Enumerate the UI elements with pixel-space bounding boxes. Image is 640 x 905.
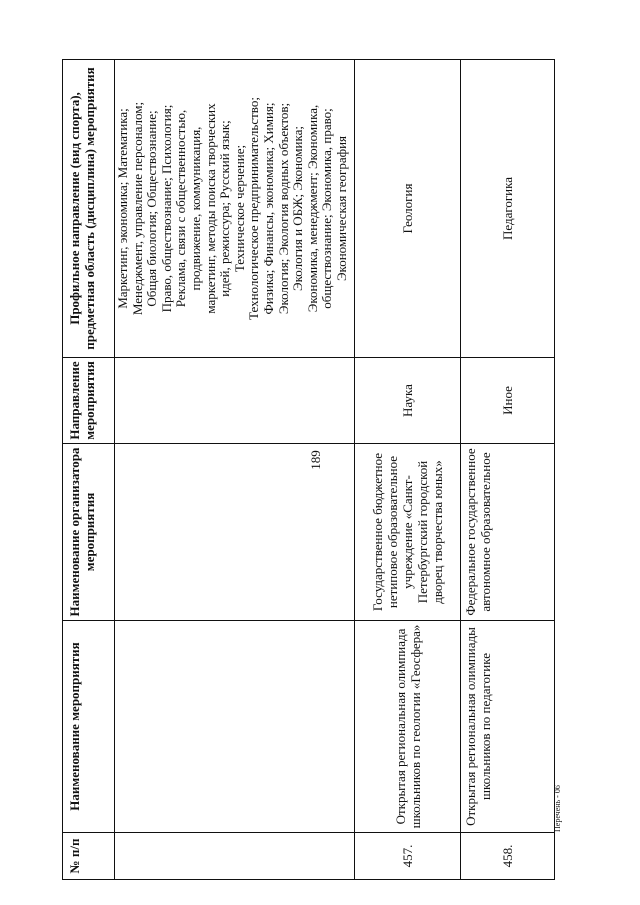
footer-note: Перечень - 06 <box>553 785 562 832</box>
profile-line: Экономическая география <box>333 135 349 282</box>
profile-line: Маркетинг, экономика; Математика; <box>115 108 130 309</box>
cell-event-name <box>115 621 355 833</box>
profile-line: идей, режиссура; Русский язык; <box>217 120 233 297</box>
profile-line: продвижение, коммуникация, <box>187 126 203 291</box>
cell-number: 458. <box>461 833 555 880</box>
profile-line: обществознание; Экономика, право; <box>319 108 335 309</box>
profile-line: Экономика, менеджмент; Экономика, <box>304 104 320 313</box>
events-table <box>62 59 555 880</box>
events-table-container <box>62 60 555 880</box>
cell-event-name: Открытая региональная олимпиады школьников по педагогике <box>461 621 555 833</box>
profile-line: Реклама, связи с общественностью, <box>173 109 189 308</box>
table-row <box>355 60 461 880</box>
profile-line: Экология; Экология водных объектов; <box>275 102 291 315</box>
cell-event-name: Открытая региональная олимпиада школьников по геологии «Геосфера» <box>355 621 461 833</box>
profile-line: маркетинг, методы поиска творческих <box>202 103 218 314</box>
organizer-text: Федеральное государственное автономное образовательное <box>463 448 493 616</box>
profile-line: Менеджмент, управление персоналом; <box>129 101 145 316</box>
profile-line: Право, обществознание; Психология; <box>158 104 174 313</box>
cell-number <box>115 833 355 880</box>
cell-profile <box>115 60 355 358</box>
profile-line: Технологическое предпринимательство; <box>246 97 262 320</box>
header-profile: Профильное направление (вид спорта), предметная область (дисциплина) мероприятия <box>63 60 115 358</box>
header-direction: Направление мероприятия <box>63 358 115 444</box>
cell-organizer: Государственное бюджетное нетиповое образовательное учреждение «Санкт-Петербургский городской дворец творчества юных» <box>355 444 461 621</box>
header-organizer: Наименование организатора мероприятия <box>63 444 115 621</box>
page-number: 189 <box>308 450 323 470</box>
cell-profile: Педагогика <box>461 60 555 358</box>
cell-profile: Геология <box>355 60 461 358</box>
cell-direction: Наука <box>355 358 461 444</box>
table-header-row <box>63 60 115 880</box>
cell-organizer <box>461 444 555 621</box>
cell-organizer <box>115 444 355 621</box>
table-row <box>115 60 355 880</box>
cell-direction <box>115 358 355 444</box>
profile-line: Техническое черчение; <box>231 144 247 273</box>
profile-line: Экология и ОБЖ; Экономика; <box>290 126 306 291</box>
header-number: № п/п <box>63 833 115 880</box>
profile-line: Физика; Финансы, экономика; Химия; <box>260 102 276 315</box>
cell-direction: Иное <box>461 358 555 444</box>
profile-line: Общая биология; Обществознание; <box>144 110 160 307</box>
header-event-name: Наименование мероприятия <box>63 621 115 833</box>
cell-number: 457. <box>355 833 461 880</box>
table-row <box>461 60 555 880</box>
